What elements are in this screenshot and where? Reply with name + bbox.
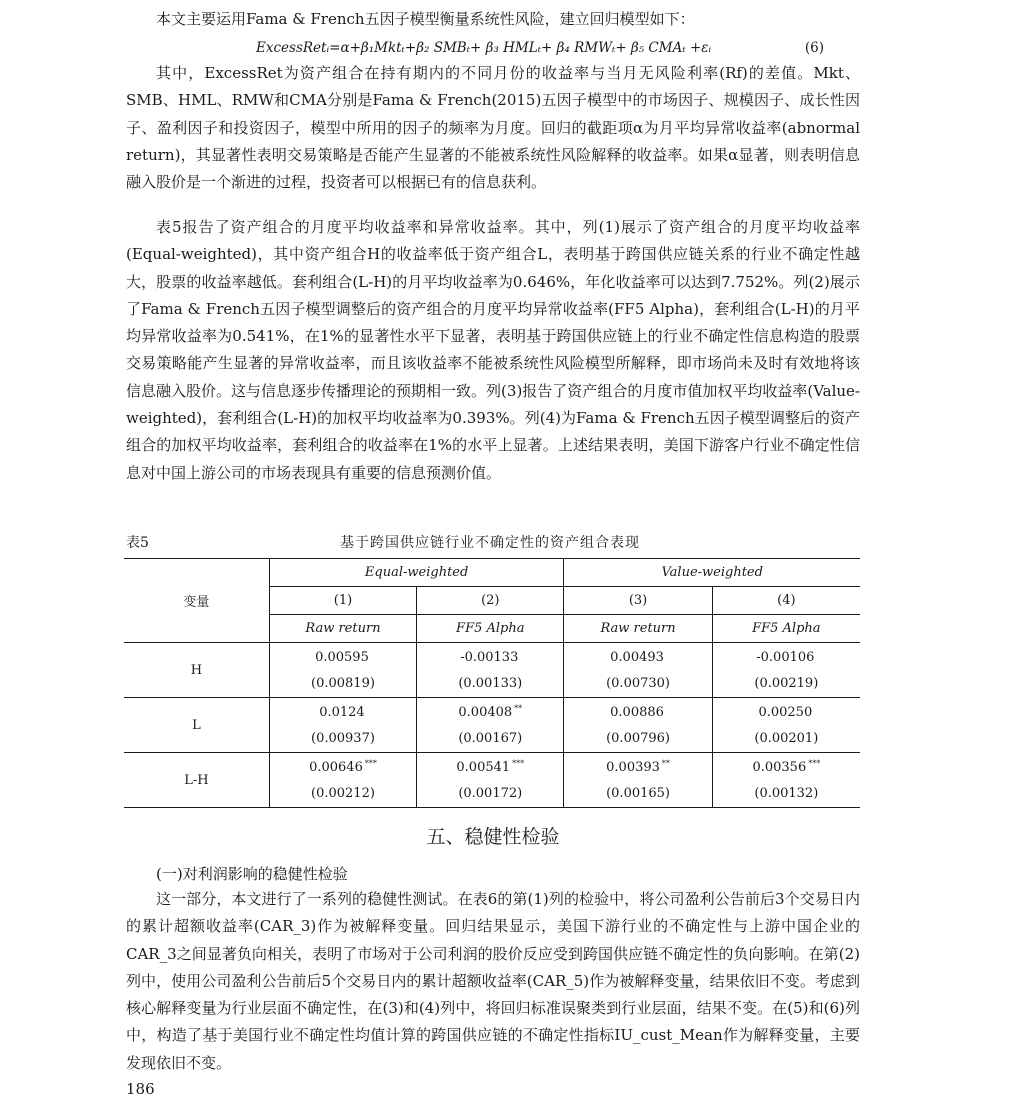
col-type-3: Raw return: [564, 615, 712, 643]
coef-cell: 0.00250: [712, 698, 860, 726]
row-label-l-minus-h: L-H: [124, 753, 269, 808]
col-num-3: (3): [564, 587, 712, 615]
subsection-title: (一)对利润影响的稳健性检验: [156, 865, 348, 883]
col-num-2: (2): [417, 587, 564, 615]
se-cell: (0.00132): [712, 780, 860, 808]
paragraph-table5-discussion: 表5报告了资产组合的月度平均收益率和异常收益率。其中，列(1)展示了资产组合的月度平均收益率(Equal-weighted)，其中资产组合H的收益率低于资产组合L，表明基于跨国供应链关系的行业不确定性越大，股票的收益率越低。套利组合(L-H)的月平均收益率为0.646%，年化收益率可以达到7.752%。列(2)展示了Fama & French五因子模型调整后的资产组合的月度平均异常收益率(FF5 Alpha)，套利组合(L-H)的月平均异常收益率为0.541%，在1%的显著性水平下显著，表明基于跨国供应链上的行业不确定性信息构造的股票交易策略能产生显著的异常收益率，而且该收益率不能被系统性风险模型所解释，即市场尚未及时有效地将该信息融入股价。这与信息逐步传播理论的预期相一致。列(3)报告了资产组合的月度市值加权平均收益率(Value-weighted)，套利组合(L-H)的加权平均收益率为0.393%。列(4)为Fama & French五因子模型调整后的资产组合的加权平均收益率，套利组合的收益率在1%的水平上显著。上述结果表明，美国下游客户行业不确定性信息对中国上游公司的市场表现具有重要的信息预测价值。: [126, 218, 860, 482]
col-num-4: (4): [712, 587, 860, 615]
se-cell: (0.00212): [269, 780, 416, 808]
se-cell: (0.00937): [269, 725, 416, 753]
paragraph-model-explanation: 其中，ExcessRet为资产组合在持有期内的不同月份的收益率与当月无风险利率(Rf)的差值。Mkt、SMB、HML、RMW和CMA分别是Fama & French(2015)五因子模型中的市场因子、规模因子、成长性因子、盈利因子和投资因子，模型中所用的因子的频率为月度。回归的截距项α为月平均异常收益率(abnormal return)，其显著性表明交易策略是否能产生显著的不能被系统性风险解释的收益率。如果α显著，则表明信息融入股价是一个渐进的过程，投资者可以根据已有的信息获利。: [126, 64, 860, 192]
table-title: 基于跨国供应链行业不确定性的资产组合表现: [340, 535, 640, 551]
paragraph-robustness: 这一部分，本文进行了一系列的稳健性测试。在表6的第(1)列的检验中，将公司盈利公告前后3个交易日内的累计超额收益率(CAR_3)作为被解释变量。回归结果显示，美国下游行业的不确定性与上游中国企业的CAR_3之间显著负向相关，表明了市场对于公司利润的股价反应受到跨国供应链不确定性的负向影响。在第(2)列中，使用公司盈利公告前后5个交易日内的累计超额收益率(CAR_5)作为被解释变量，结果依旧不变。考虑到核心解释变量为行业层面不确定性，在(3)和(4)列中，将回归标准误聚类到行业层面，结果不变。在(5)和(6)列中，构造了基于美国行业不确定性均值计算的跨国供应链的不确定性指标IU_cust_Mean作为解释变量，主要发现依旧不变。: [126, 890, 860, 1072]
col-num-1: (1): [269, 587, 416, 615]
row-label-h: H: [124, 643, 269, 698]
group-value-weighted: Value-weighted: [564, 559, 860, 587]
coef-cell: 0.00408 **: [417, 698, 564, 726]
se-cell: (0.00165): [564, 780, 712, 808]
coef-cell: 0.00356 ***: [712, 753, 860, 781]
page-number: 186: [126, 1080, 155, 1098]
coef-cell: 0.00886: [564, 698, 712, 726]
coef-cell: 0.00646 ***: [269, 753, 416, 781]
se-cell: (0.00796): [564, 725, 712, 753]
table-row: [124, 643, 860, 671]
coef-cell: -0.00133: [417, 643, 564, 671]
section-title: 五、稳健性检验: [426, 826, 560, 848]
col-type-1: Raw return: [269, 615, 416, 643]
table-row: [124, 753, 860, 781]
regression-formula: [256, 37, 860, 59]
se-cell: (0.00201): [712, 725, 860, 753]
intro-line: 本文主要运用Fama & French五因子模型衡量系统性风险，建立回归模型如下：: [156, 10, 695, 28]
se-cell: (0.00730): [564, 670, 712, 698]
variable-header: 变量: [124, 559, 269, 643]
coef-cell: -0.00106: [712, 643, 860, 671]
table-label: 表5: [126, 535, 149, 551]
row-label-l: L: [124, 698, 269, 753]
coef-cell: 0.00595: [269, 643, 416, 671]
coef-cell: 0.00393 **: [564, 753, 712, 781]
coef-cell: 0.0124: [269, 698, 416, 726]
se-cell: (0.00819): [269, 670, 416, 698]
col-type-4: FF5 Alpha: [712, 615, 860, 643]
coef-cell: 0.00493: [564, 643, 712, 671]
table-row: [124, 698, 860, 726]
portfolio-performance-table: [124, 558, 860, 808]
se-cell: (0.00167): [417, 725, 564, 753]
formula-text: ExcessRetᵢ=α+β₁Mktₜ+β₂ SMBₜ+ β₃ HMLₜ+ β₄ RMWₜ+ β₅ CMAₜ +εᵢ: [256, 40, 712, 56]
se-cell: (0.00133): [417, 670, 564, 698]
coef-cell: 0.00541 ***: [417, 753, 564, 781]
group-equal-weighted: Equal-weighted: [269, 559, 564, 587]
se-cell: (0.00172): [417, 780, 564, 808]
col-type-2: FF5 Alpha: [417, 615, 564, 643]
equation-number: (6): [804, 40, 824, 56]
se-cell: (0.00219): [712, 670, 860, 698]
